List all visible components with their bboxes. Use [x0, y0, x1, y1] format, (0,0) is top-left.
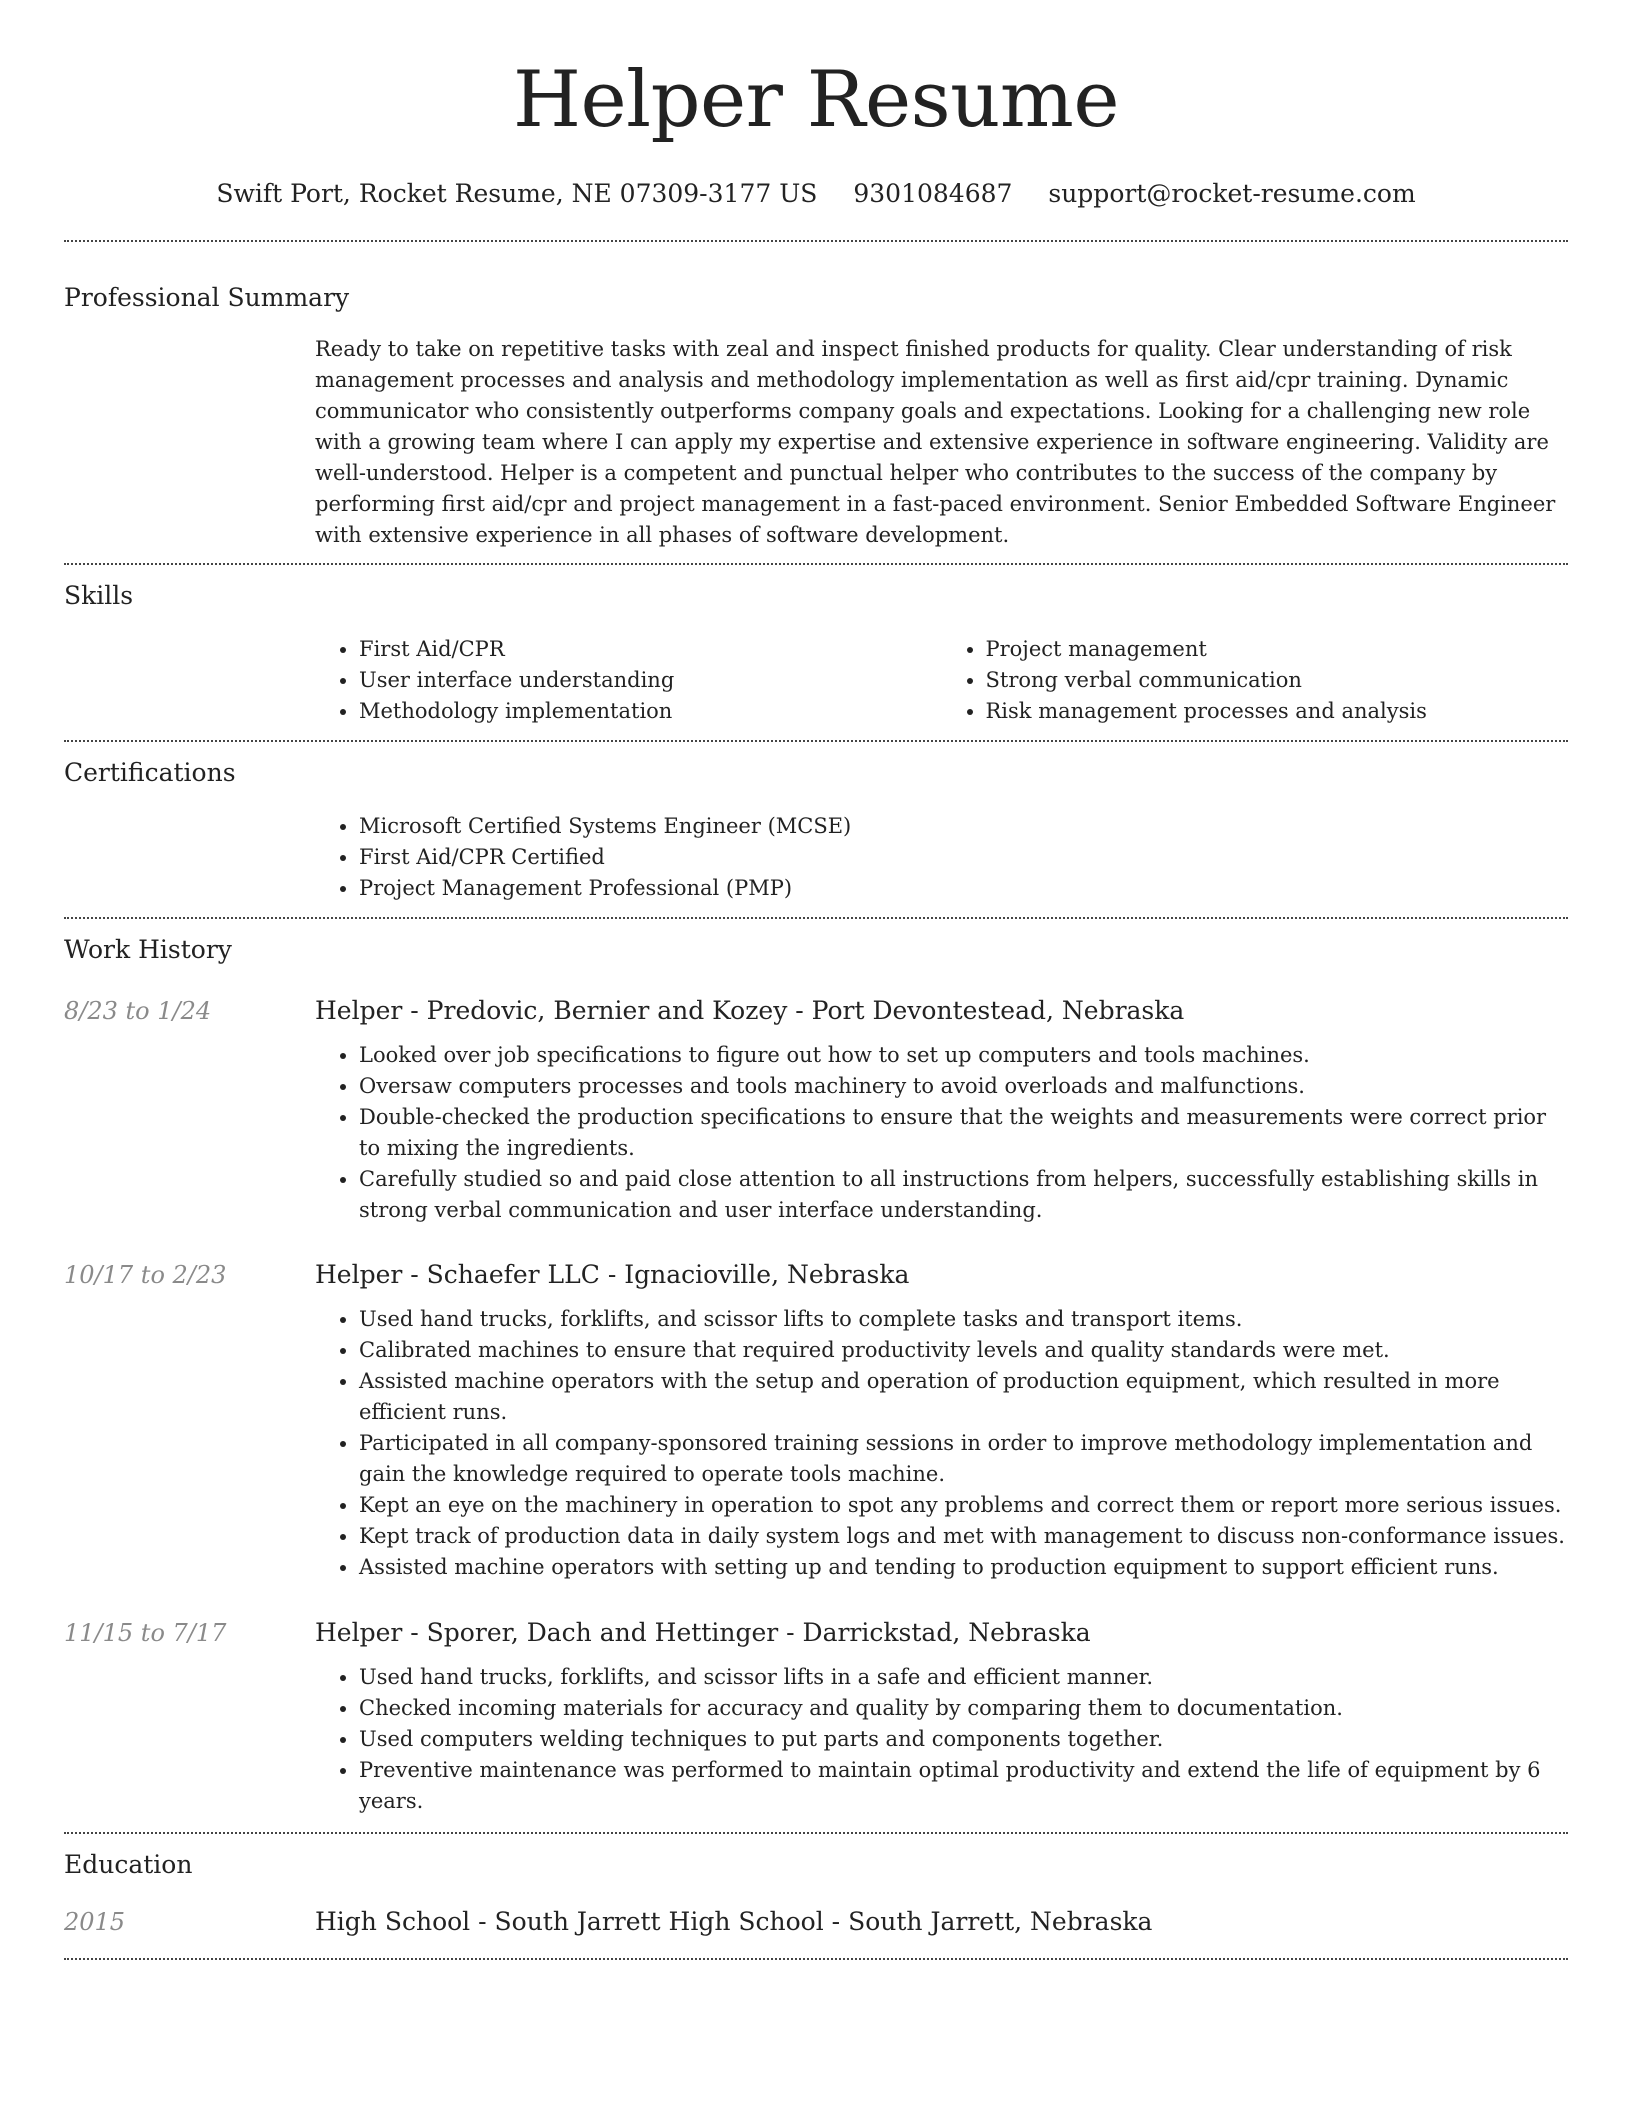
education-entry	[64, 1906, 1568, 1938]
skill-item: • Strong verbal communication	[986, 665, 1569, 696]
job-bullets	[315, 1662, 1568, 1817]
skills-section	[64, 580, 1568, 727]
skills-heading: Skills	[64, 581, 134, 610]
job-bullet: • Used computers welding techniques to put parts and components together.	[359, 1724, 1568, 1755]
job-title: Helper - Schaefer LLC - Ignacioville, Nebraska	[315, 1260, 910, 1289]
education-section	[64, 1849, 1568, 1938]
job-bullet: • Assisted machine operators with setting up and tending to production equipment to support efficient runs.	[359, 1552, 1568, 1583]
job-dates: 10/17 to 2/23	[64, 1261, 227, 1289]
skill-item: • First Aid/CPR	[359, 634, 942, 665]
job-bullet: • Kept track of production data in daily system logs and met with management to discuss non-conformance issues.	[359, 1521, 1568, 1552]
section-divider	[64, 740, 1568, 742]
section-divider	[64, 917, 1568, 919]
job-dates: 8/23 to 1/24	[64, 997, 212, 1025]
job-title: Helper - Predovic, Bernier and Kozey - Port Devontestead, Nebraska	[315, 996, 1185, 1025]
skills-list-left	[315, 634, 942, 727]
certification-item: • Project Management Professional (PMP)	[359, 873, 1568, 904]
certifications-section	[64, 757, 1568, 904]
section-divider	[64, 563, 1568, 565]
skill-item: • Methodology implementation	[359, 696, 942, 727]
job-bullet: • Kept an eye on the machinery in operation to spot any problems and correct them or report more serious issues.	[359, 1490, 1568, 1521]
skills-list-right	[942, 634, 1569, 727]
job-bullets	[315, 1304, 1568, 1583]
job-dates: 11/15 to 7/17	[64, 1619, 227, 1647]
section-divider	[64, 1958, 1568, 1960]
job-bullet: • Assisted machine operators with the setup and operation of production equipment, which resulted in more efficient runs.	[359, 1366, 1568, 1428]
contact-address: Swift Port, Rocket Resume, NE 07309-3177 US	[216, 179, 818, 208]
job-bullet: • Double-checked the production specifications to ensure that the weights and measurements were correct prior to mixing the ingredients.	[359, 1102, 1568, 1164]
job-entry	[64, 1617, 1568, 1817]
contact-phone: 9301084687	[853, 179, 1013, 208]
section-divider	[64, 240, 1568, 242]
job-bullets	[315, 1040, 1568, 1226]
skills-grid	[315, 634, 1568, 727]
job-bullet: • Used hand trucks, forklifts, and scissor lifts to complete tasks and transport items.	[359, 1304, 1568, 1335]
resume-name: Helper Resume	[512, 55, 1120, 145]
job-entry	[64, 1259, 1568, 1583]
job-bullet: • Preventive maintenance was performed to maintain optimal productivity and extend the life of equipment by 6 years.	[359, 1755, 1568, 1817]
job-bullet: • Looked over job specifications to figure out how to set up computers and tools machines.	[359, 1040, 1568, 1071]
section-divider	[64, 1832, 1568, 1834]
contact-line	[64, 178, 1568, 210]
work-history-section	[64, 934, 1568, 1832]
job-bullet: • Checked incoming materials for accuracy and quality by comparing them to documentation.	[359, 1693, 1568, 1724]
job-bullet: • Participated in all company-sponsored training sessions in order to improve methodology implementation and gain the knowledge required to operate tools machine.	[359, 1428, 1568, 1490]
summary-text: Ready to take on repetitive tasks with zeal and inspect finished products for quality. Clear understanding of risk management processes and analysis and methodology implementation as well as first aid/cpr training. Dynamic communicator who consistently outperforms company goals and expectations. Looking for a challenging new role with a growing team where I can apply my expertise and extensive experience in software engineering. Validity are well-understood. Helper is a competent and punctual helper who contributes to the success of the company by performing first aid/cpr and project management in a fast-paced environment. Senior Embedded Software Engineer with extensive experience in all phases of software development.	[315, 337, 1556, 547]
certification-item: • Microsoft Certified Systems Engineer (MCSE)	[359, 811, 1568, 842]
certifications-heading: Certifications	[64, 758, 236, 787]
job-bullet: • Carefully studied so and paid close attention to all instructions from helpers, successfully establishing skills in strong verbal communication and user interface understanding.	[359, 1164, 1568, 1226]
contact-email: support@rocket-resume.com	[1048, 179, 1416, 208]
job-bullet: • Calibrated machines to ensure that required productivity levels and quality standards were met.	[359, 1335, 1568, 1366]
job-bullet: • Oversaw computers processes and tools machinery to avoid overloads and malfunctions.	[359, 1071, 1568, 1102]
job-entry	[64, 995, 1568, 1226]
work-history-heading: Work History	[64, 935, 232, 964]
skill-item: • Project management	[986, 634, 1569, 665]
summary-section	[64, 282, 1568, 551]
certification-item: • First Aid/CPR Certified	[359, 842, 1568, 873]
education-year: 2015	[64, 1908, 126, 1936]
skill-item: • Risk management processes and analysis	[986, 696, 1569, 727]
education-title: High School - South Jarrett High School - South Jarrett, Nebraska	[315, 1907, 1153, 1936]
certifications-list	[315, 811, 1568, 904]
education-heading: Education	[64, 1850, 193, 1879]
job-title: Helper - Sporer, Dach and Hettinger - Darrickstad, Nebraska	[315, 1618, 1091, 1647]
job-bullet: • Used hand trucks, forklifts, and scissor lifts in a safe and efficient manner.	[359, 1662, 1568, 1693]
summary-heading: Professional Summary	[64, 283, 350, 312]
skill-item: • User interface understanding	[359, 665, 942, 696]
